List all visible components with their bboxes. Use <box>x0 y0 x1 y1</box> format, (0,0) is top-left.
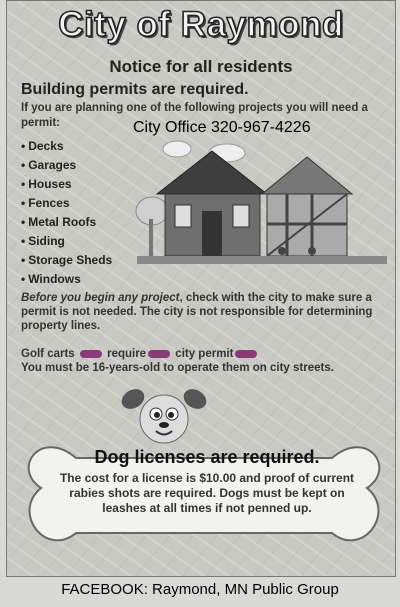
permits-intro: If you are planning one of the following projects you will need a permit: <box>21 102 368 129</box>
city-office-phone: City Office 320-967-4226 <box>133 119 311 136</box>
golf-text-d: You must be 16-years-old to operate them on city streets. <box>21 362 334 374</box>
dog-license-body: The cost for a license is $10.00 and proof of current rabies shots are required. Dogs must be kept on leashes at all times if not penned up. <box>59 471 355 515</box>
list-item: • Decks <box>21 137 112 156</box>
list-item: • Fences <box>21 194 112 213</box>
list-item: • Houses <box>21 175 112 194</box>
before-lead: Before you begin any project <box>21 292 180 304</box>
ink-blot <box>235 350 257 358</box>
golf-text-a: Golf carts <box>21 348 75 360</box>
dog-license-heading: Dog licenses are required. <box>94 447 320 467</box>
list-item: • Storage Sheds <box>21 251 112 270</box>
cartoon-dog-illustration <box>119 381 209 451</box>
list-item: • Windows <box>21 270 112 289</box>
list-item: • Metal Roofs <box>21 213 112 232</box>
golf-text-c: city permit <box>175 348 234 360</box>
before-paragraph <box>21 291 387 333</box>
permits-heading: Building permits are required. <box>21 81 249 98</box>
facebook-footer: FACEBOOK: Raymond, MN Public Group <box>61 581 339 598</box>
house-construction-illustration <box>117 139 387 279</box>
dog-license-section <box>47 447 367 516</box>
list-item: • Siding <box>21 232 112 251</box>
golf-text-b: require <box>107 348 147 360</box>
golf-cart-paragraph <box>21 347 387 375</box>
before-rest: , check with the city to make sure a permit is not needed. The city is not responsible for determining property lines. <box>21 292 373 332</box>
ink-blot <box>80 350 102 358</box>
notice-title: City of Raymond <box>58 5 344 44</box>
notice-subtitle: Notice for all residents <box>109 57 293 76</box>
project-list <box>21 137 112 289</box>
list-item: • Garages <box>21 156 112 175</box>
ink-blot <box>148 350 170 358</box>
newspaper-notice <box>6 0 396 577</box>
